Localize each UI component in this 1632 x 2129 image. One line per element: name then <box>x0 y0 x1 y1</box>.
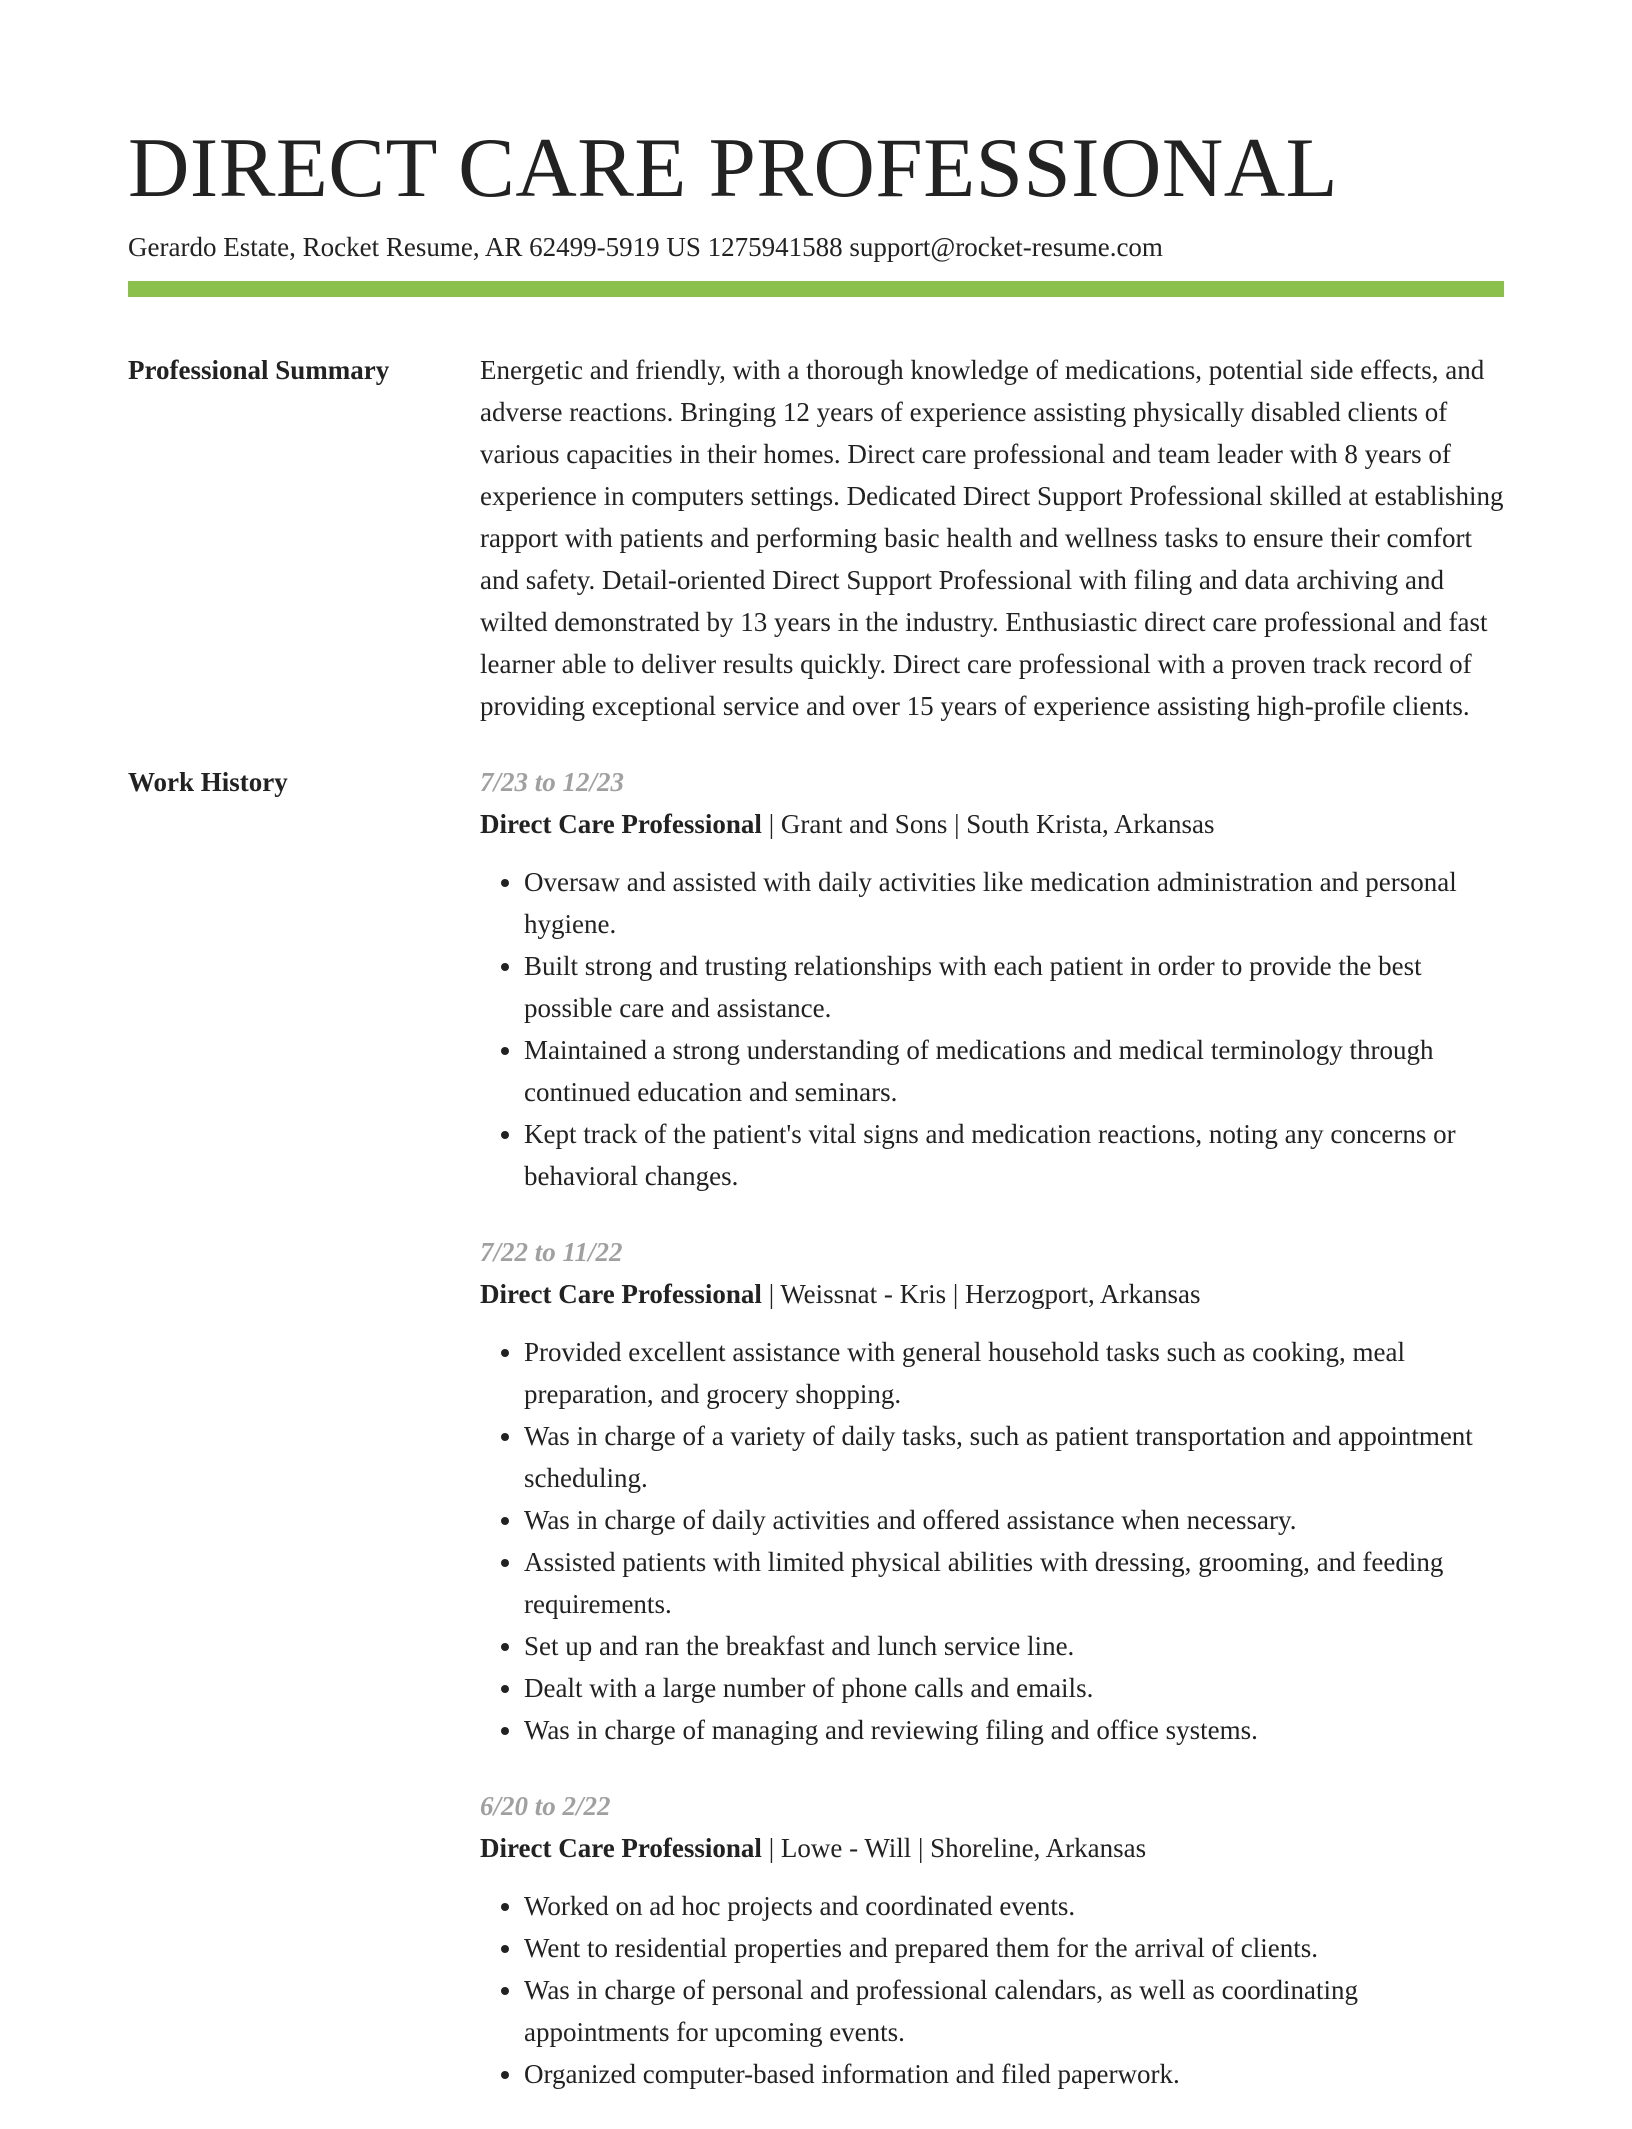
job-duty-item: • Provided excellent assistance with general household tasks such as cooking, meal preparation, and grocery shopping. <box>524 1331 1504 1415</box>
job-duty-item: • Organized computer-based information and filed paperwork. <box>524 2053 1504 2095</box>
job-dates: 7/22 to 11/22 <box>480 1237 623 1267</box>
job-duty-item: • Worked on ad hoc projects and coordinated events. <box>524 1885 1504 1927</box>
accent-divider <box>128 281 1504 297</box>
summary-text: Energetic and friendly, with a thorough knowledge of medications, potential side effects, and adverse reactions. Bringing 12 years of experience assisting physically disabled clients of various capacities in their homes. Direct care professional and team leader with 8 years of experience in computers settings. Dedicated Direct Support Professional skilled at establishing rapport with patients and performing basic health and wellness tasks to ensure their comfort and safety. Detail-oriented Direct Support Professional with filing and data archiving and wilted demonstrated by 13 years in the industry. Enthusiastic direct care professional and fast learner able to deliver results quickly. Direct care professional with a proven track record of providing exceptional service and over 15 years of experience assisting high-profile clients. <box>480 355 1504 721</box>
summary-body <box>480 349 1504 727</box>
job-details: | Grant and Sons | South Krista, Arkansas <box>761 809 1215 839</box>
job-duties-list <box>480 1885 1504 2095</box>
section-label-summary: Professional Summary <box>128 355 390 385</box>
job-details: | Lowe - Will | Shoreline, Arkansas <box>761 1833 1147 1863</box>
job-heading <box>480 1827 1504 1869</box>
job-entry <box>480 1231 1504 1751</box>
resume-page <box>128 0 1504 2129</box>
job-duty-item: • Maintained a strong understanding of medications and medical terminology through continued education and seminars. <box>524 1029 1504 1113</box>
job-duties-list <box>480 861 1504 1197</box>
contact-line: Gerardo Estate, Rocket Resume, AR 62499-5919 US 1275941588 support@rocket-resume.com <box>128 232 1163 262</box>
section-label-work-history: Work History <box>128 767 288 797</box>
job-title: Direct Care Professional <box>480 1833 762 1863</box>
job-heading <box>480 1273 1504 1315</box>
job-duty-item: • Built strong and trusting relationships with each patient in order to provide the best possible care and assistance. <box>524 945 1504 1029</box>
job-title: Direct Care Professional <box>480 809 762 839</box>
job-details: | Weissnat - Kris | Herzogport, Arkansas <box>761 1279 1201 1309</box>
job-entry <box>480 1785 1504 2095</box>
job-duties-list <box>480 1331 1504 1751</box>
work-history-body <box>480 761 1504 2129</box>
job-entry <box>480 761 1504 1197</box>
job-duty-item: • Dealt with a large number of phone calls and emails. <box>524 1667 1504 1709</box>
job-duty-item: • Was in charge of daily activities and offered assistance when necessary. <box>524 1499 1504 1541</box>
job-duty-item: • Was in charge of personal and professional calendars, as well as coordinating appointments for upcoming events. <box>524 1969 1504 2053</box>
professional-summary-section <box>128 349 1504 727</box>
job-dates: 7/23 to 12/23 <box>480 767 625 797</box>
work-history-section <box>128 761 1504 2129</box>
job-title: Direct Care Professional <box>480 1279 762 1309</box>
job-heading <box>480 803 1504 845</box>
job-duty-item: • Went to residential properties and prepared them for the arrival of clients. <box>524 1927 1504 1969</box>
job-duty-item: • Kept track of the patient's vital signs and medication reactions, noting any concerns or behavioral changes. <box>524 1113 1504 1197</box>
job-duty-item: • Was in charge of a variety of daily tasks, such as patient transportation and appointment scheduling. <box>524 1415 1504 1499</box>
job-duty-item: • Oversaw and assisted with daily activities like medication administration and personal hygiene. <box>524 861 1504 945</box>
resume-title: DIRECT CARE PROFESSIONAL <box>128 121 1339 215</box>
job-duty-item: • Set up and ran the breakfast and lunch service line. <box>524 1625 1504 1667</box>
job-duty-item: • Was in charge of managing and reviewing filing and office systems. <box>524 1709 1504 1751</box>
job-duty-item: • Assisted patients with limited physical abilities with dressing, grooming, and feeding requirements. <box>524 1541 1504 1625</box>
job-dates: 6/20 to 2/22 <box>480 1791 611 1821</box>
